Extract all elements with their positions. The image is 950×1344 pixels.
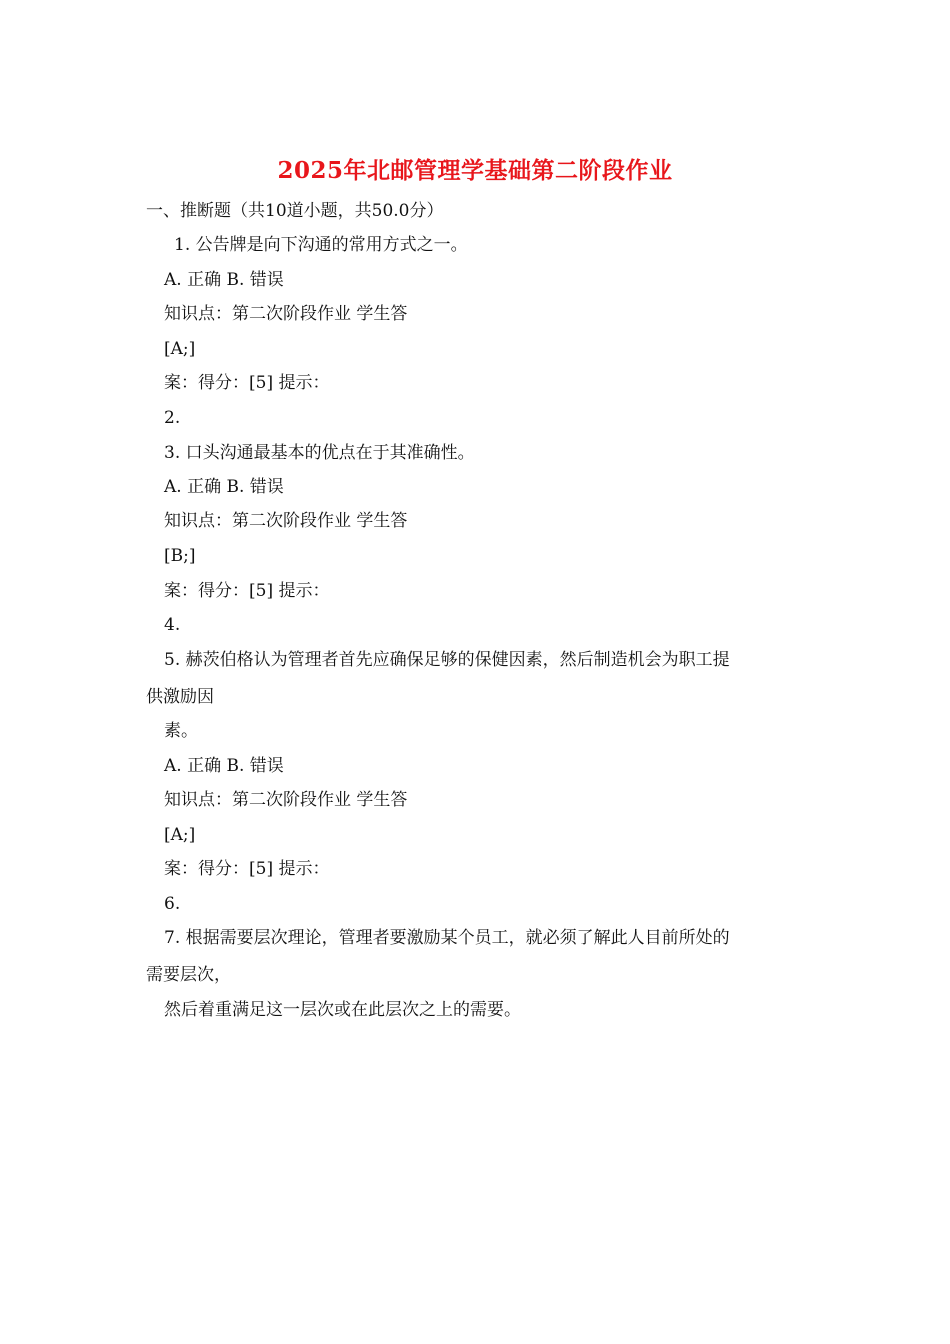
section-header: 一、推断题（共10道小题，共50.0分）: [146, 201, 444, 221]
question-1-options: A. 正确 B. 错误: [164, 270, 284, 290]
question-7-line-2: 需要层次，: [146, 965, 231, 985]
question-3-score: 案：得分：[5] 提示：: [164, 581, 330, 601]
question-7-line-1: 7. 根据需要层次理论，管理者要激励某个员工，就必须了解此人目前所处的: [164, 928, 730, 948]
question-5-score: 案：得分：[5] 提示：: [164, 859, 330, 879]
question-3-options: A. 正确 B. 错误: [164, 477, 284, 497]
question-3-knowledge: 知识点：第二次阶段作业 学生答: [164, 511, 408, 531]
question-5-knowledge: 知识点：第二次阶段作业 学生答: [164, 790, 408, 810]
question-7-line-3: 然后着重满足这一层次或在此层次之上的需要。: [164, 1000, 521, 1020]
question-4-number: 4.: [164, 615, 181, 635]
question-5-options: A. 正确 B. 错误: [164, 756, 284, 776]
document-title: 2025年北邮管理学基础第二阶段作业: [277, 157, 673, 184]
question-3-answer: [B;]: [164, 546, 196, 566]
question-2-number: 2.: [164, 408, 181, 428]
question-6-number: 6.: [164, 894, 181, 914]
question-1: 1. 公告牌是向下沟通的常用方式之一。: [174, 235, 468, 255]
question-1-knowledge: 知识点：第二次阶段作业 学生答: [164, 304, 408, 324]
question-5-line-1: 5. 赫茨伯格认为管理者首先应确保足够的保健因素，然后制造机会为职工提: [164, 650, 730, 670]
question-5-line-2: 供激励因: [146, 687, 214, 707]
question-3: 3. 口头沟通最基本的优点在于其准确性。: [164, 443, 475, 463]
question-5-answer: [A;]: [164, 825, 196, 845]
question-1-answer: [A;]: [164, 339, 196, 359]
question-1-score: 案：得分：[5] 提示：: [164, 373, 330, 393]
question-5-line-3: 素。: [164, 721, 198, 741]
